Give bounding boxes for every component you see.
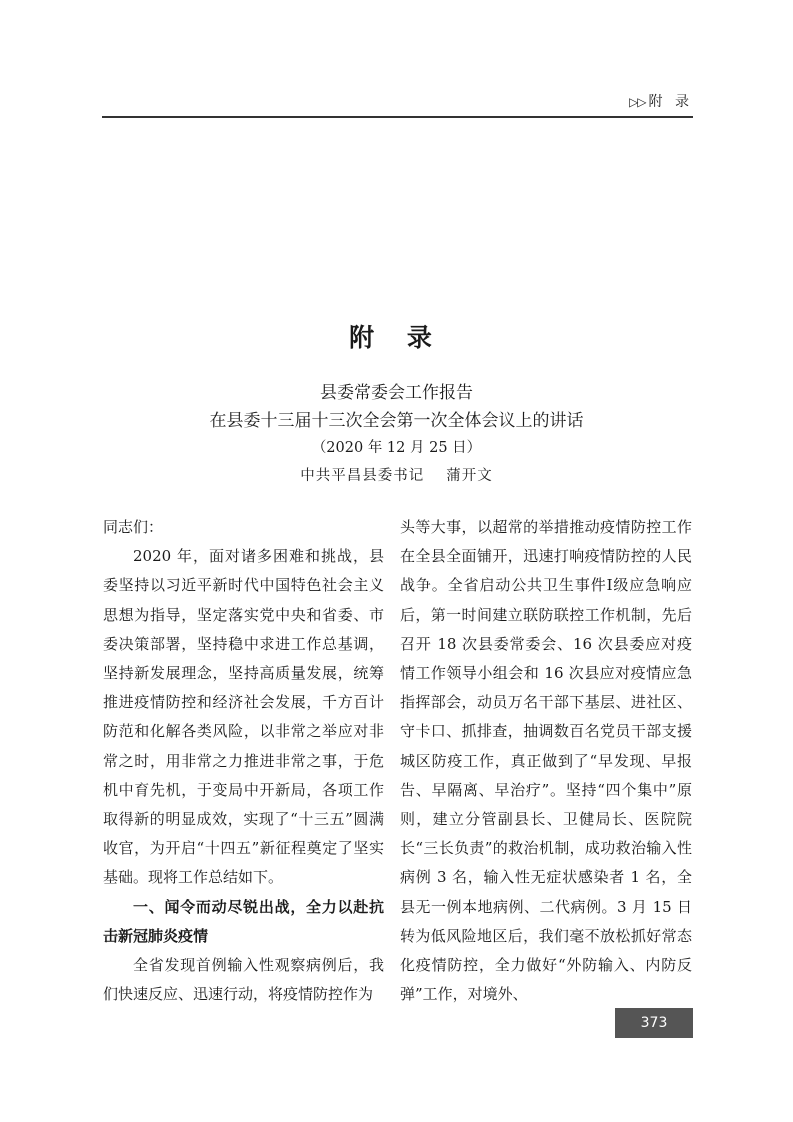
author-name: 蒲开文 [446, 468, 493, 484]
salutation: 同志们： [103, 518, 164, 536]
author-line [0, 464, 793, 485]
running-head [102, 92, 693, 118]
paragraph-intro: 2020 年，面对诸多困难和挑战，县委坚持以习近平新时代中国特色社会主义思想为指导，坚定落实党中央和省委、市委决策部署，坚持稳中求进工作总基调，坚持新发展理念，坚持高质量发展，统筹推进疫情防控和经济社会发展，千方百计防范和化解各类风险，以非常之举应对非常之时，用非常之力推进非常之事，于危机中育先机，于变局中开新局，各项工作取得新的明显成效，实现了“十三五”圆满收官，为开启“十四五”新征程奠定了坚实基础。现将工作总结如下。 [103, 547, 384, 887]
document-date: （2020 年 12 月 25 日） [311, 440, 482, 456]
page-number: 373 [615, 1008, 693, 1038]
paragraph-epidemic-start: 全省发现首例输入性观察病例后，我们快速反应、迅速行动，将疫情防控作为 [103, 956, 384, 1004]
chapter-title: 附 录 [349, 323, 444, 352]
double-triangle-icon: ▷▷ [629, 95, 646, 109]
document-title: 县委常委会工作报告 [320, 383, 473, 403]
document-subtitle: 在县委十三届十三次全会第一次全体会议上的讲话 [209, 411, 584, 431]
left-column [103, 513, 384, 1009]
section-heading: 一、闻令而动尽锐出战，全力以赴抗击新冠肺炎疫情 [103, 897, 384, 945]
paragraph-epidemic-continued: 头等大事，以超常的举措推动疫情防控工作在全县全面铺开，迅速打响疫情防控的人民战争。全省启动公共卫生事件I级应急响应后，第一时间建立联防联控工作机制，先后召开 18 次县委常委会、16 次县委应对疫情工作领导小组会和 16 次县应对疫情应急指挥部会，动员万名干部下基层、进社区、守卡口、抓排查，抽调数百名党员干部支援城区防疫工作，真正做到了“早发现、早报告、早隔离、早治疗”。坚持“四个集中”原则，建立分管副县长、卫健局长、医院院长“三长负责”的救治机制，成功救治输入性病例 3 名，输入性无症状感染者 1 名，全县无一例本地病例、二代病例。3 月 15 日转为低风险地区后，我们毫不放松抓好常态化疫情防控，全力做好“外防输入、内防反弹”工作，对境外、 [400, 518, 692, 1004]
running-head-label: 附 录 [648, 94, 693, 110]
author-role: 中共平昌县委书记 [300, 468, 425, 484]
right-column [400, 513, 692, 1009]
